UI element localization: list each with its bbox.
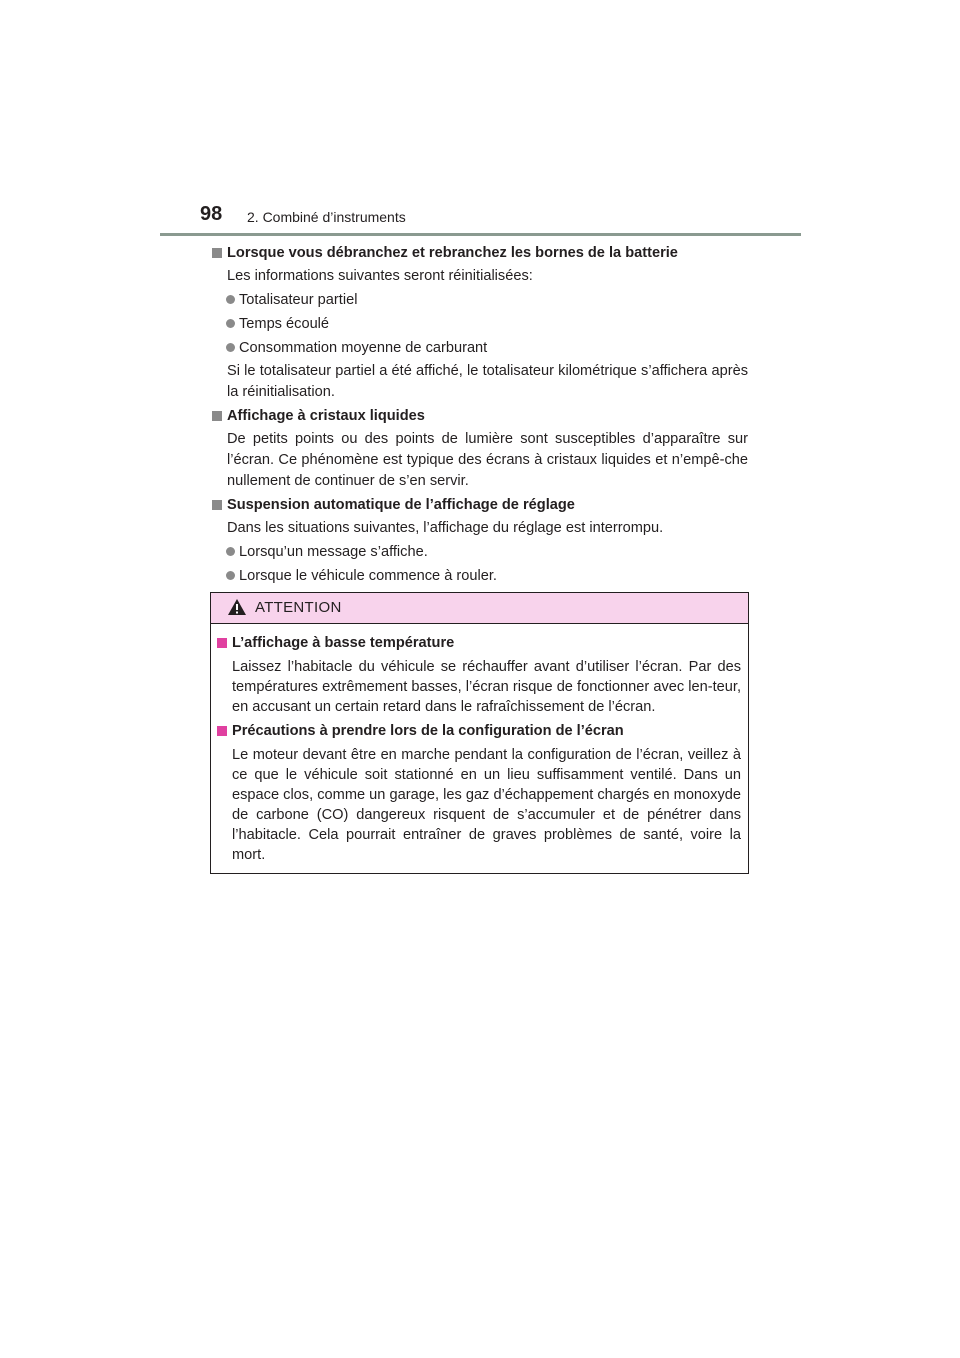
round-bullet-icon bbox=[226, 547, 235, 556]
chapter-title: 2. Combiné d’instruments bbox=[247, 209, 406, 225]
list-item: Totalisateur partiel bbox=[212, 290, 748, 311]
square-bullet-icon bbox=[217, 638, 227, 648]
square-bullet-icon bbox=[212, 411, 222, 421]
list-item: Consommation moyenne de carburant bbox=[212, 338, 748, 359]
header-rule bbox=[160, 233, 801, 236]
section-heading: Suspension automatique de l’affichage de réglage bbox=[212, 495, 748, 516]
round-bullet-icon bbox=[226, 295, 235, 304]
warning-heading: L’affichage à basse température bbox=[217, 633, 741, 653]
round-bullet-icon bbox=[226, 319, 235, 328]
warning-header bbox=[211, 593, 748, 624]
paragraph: Les informations suivantes seront réinitialisées: bbox=[227, 268, 533, 284]
round-bullet-icon bbox=[226, 571, 235, 580]
list-item: Lorsqu’un message s’affiche. bbox=[212, 542, 748, 563]
main-content bbox=[212, 240, 748, 587]
paragraph: Si le totalisateur partiel a été affiché, le totalisateur kilométrique s’affichera après la réinitialisation. bbox=[227, 363, 748, 400]
square-bullet-icon bbox=[217, 726, 227, 736]
warning-body bbox=[217, 633, 741, 865]
square-bullet-icon bbox=[212, 500, 222, 510]
list-item: Temps écoulé bbox=[212, 314, 748, 335]
square-bullet-icon bbox=[212, 248, 222, 258]
warning-box bbox=[210, 592, 749, 874]
warning-paragraph: Laissez l’habitacle du véhicule se réchauffer avant d’utiliser l’écran. Par des températures extrêmement basses, l’écran risque de fonctionner avec len-teur, en accusant un certain retard dans le rafraîchissement de l’écran. bbox=[232, 659, 741, 715]
warning-title: ATTENTION bbox=[255, 599, 342, 616]
section-heading: Affichage à cristaux liquides bbox=[212, 406, 748, 427]
paragraph: Dans les situations suivantes, l’affichage du réglage est interrompu. bbox=[227, 520, 664, 536]
warning-heading: Précautions à prendre lors de la configuration de l’écran bbox=[217, 721, 741, 741]
warning-triangle-icon bbox=[227, 598, 247, 621]
warning-paragraph: Le moteur devant être en marche pendant la configuration de l’écran, veillez à ce que le véhicule soit stationné en un lieu suffisamment ventilé. Dans un espace clos, comme un garage, les gaz d’échappement chargés en monoxyde de carbone (CO) dangereux risquent de s’accumuler et de pénétrer dans l’habitacle. Cela pourrait entraîner de graves problèmes de santé, voire la mort. bbox=[232, 747, 741, 863]
page-number: 98 bbox=[200, 203, 223, 225]
list-item: Lorsque le véhicule commence à rouler. bbox=[212, 566, 748, 587]
round-bullet-icon bbox=[226, 343, 235, 352]
section-heading: Lorsque vous débranchez et rebranchez les bornes de la batterie bbox=[212, 243, 748, 264]
paragraph: De petits points ou des points de lumière sont susceptibles d’apparaître sur l’écran. Ce phénomène est typique des écrans à cristaux liquides et n’empê-che nullement de continuer de s’en servir. bbox=[227, 431, 748, 489]
